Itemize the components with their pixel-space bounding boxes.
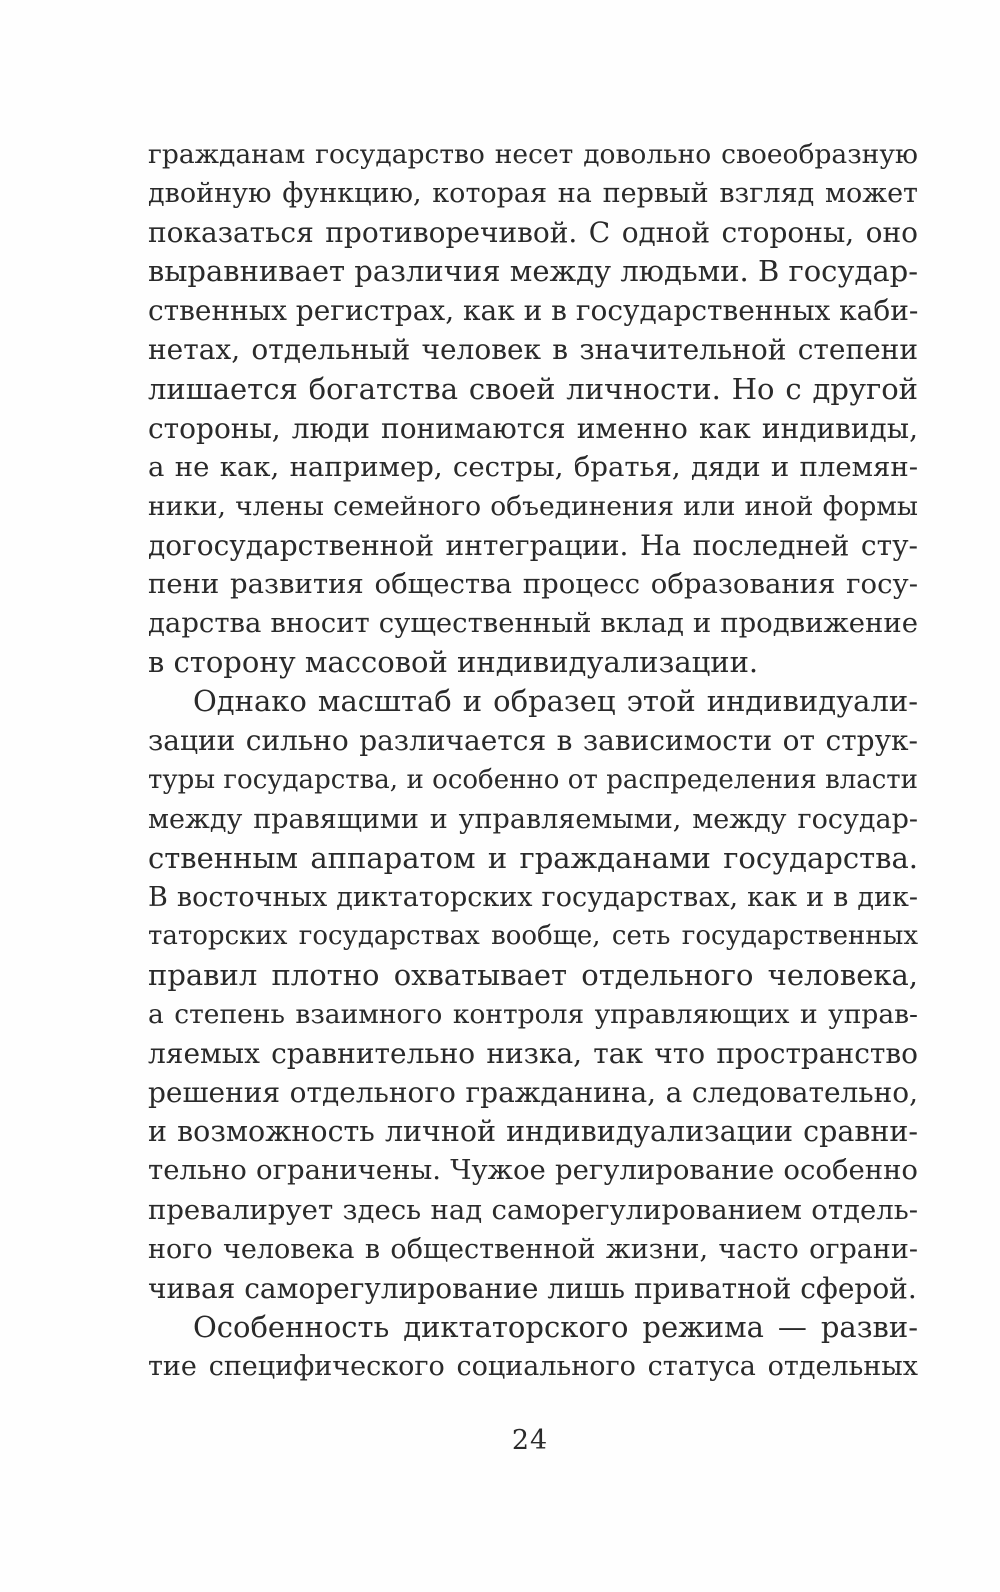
text-line: решения отдельного гражданина, а следовательно,: [148, 1076, 918, 1110]
text-line: дарства вносит существенный вклад и продвижение: [148, 607, 918, 640]
text-line: правил плотно охватывает отдельного человека,: [148, 957, 918, 992]
text-line: В восточных диктаторских государствах, как и в дик-: [148, 881, 918, 913]
text-line: в сторону массовой индивидуализации.: [148, 645, 759, 680]
text-line: показаться противоречивой. С одной стороны, оно: [148, 216, 918, 250]
text-line: нетах, отдельный человек в значительной степени: [148, 333, 918, 367]
text-line: и возможность личной индивидуализации сравни-: [148, 1115, 918, 1149]
body-text: [148, 135, 918, 1386]
text-line: догосударственной интеграции. На последней сту-: [148, 528, 918, 562]
text-line: между правящими и управляемыми, между государ-: [148, 803, 918, 835]
text-line: Однако масштаб и образец этой индивидуали-: [193, 684, 918, 719]
text-line: гражданам государство несет довольно своеобразную: [148, 139, 918, 170]
text-line: стороны, люди понимаются именно как индивиды,: [148, 411, 918, 445]
text-line: чивая саморегулирование лишь приватной сферой.: [148, 1271, 917, 1305]
text-line: выравнивает различия между людьми. В государ-: [148, 254, 918, 289]
text-line: а степень взаимного контроля управляющих и управ-: [148, 999, 918, 1031]
text-line: туры государства, и особенно от распределения власти: [148, 764, 918, 795]
text-line: Особенность диктаторского режима — разви-: [193, 1309, 918, 1344]
text-line: тие специфического социального статуса отдельных: [148, 1350, 918, 1382]
text-line: а не как, например, сестры, братья, дяди и племян-: [148, 450, 918, 483]
text-line: превалирует здесь над саморегулированием отдель-: [148, 1193, 918, 1226]
text-line: лишается богатства своей личности. Но с другой: [148, 371, 918, 406]
text-line: ляемых сравнительно низка, так что пространство: [148, 1037, 918, 1071]
text-line: зации сильно различается в зависимости от струк-: [148, 724, 918, 758]
text-line: таторских государствах вообще, сеть государственных: [148, 920, 918, 951]
text-line: двойную функцию, которая на первый взгляд может: [148, 178, 918, 210]
page-number: 24: [511, 1425, 549, 1456]
text-line: тельно ограничены. Чужое регулирование особенно: [148, 1154, 918, 1187]
text-line: ного человека в общественной жизни, часто ограни-: [148, 1233, 918, 1265]
text-line: ники, члены семейного объединения или иной формы: [148, 490, 918, 522]
text-line: ственным аппаратом и гражданами государства.: [148, 840, 918, 875]
text-line: пени развития общества процесс образования госу-: [148, 568, 918, 601]
text-line: ственных регистрах, как и в государственных каби-: [148, 294, 918, 328]
